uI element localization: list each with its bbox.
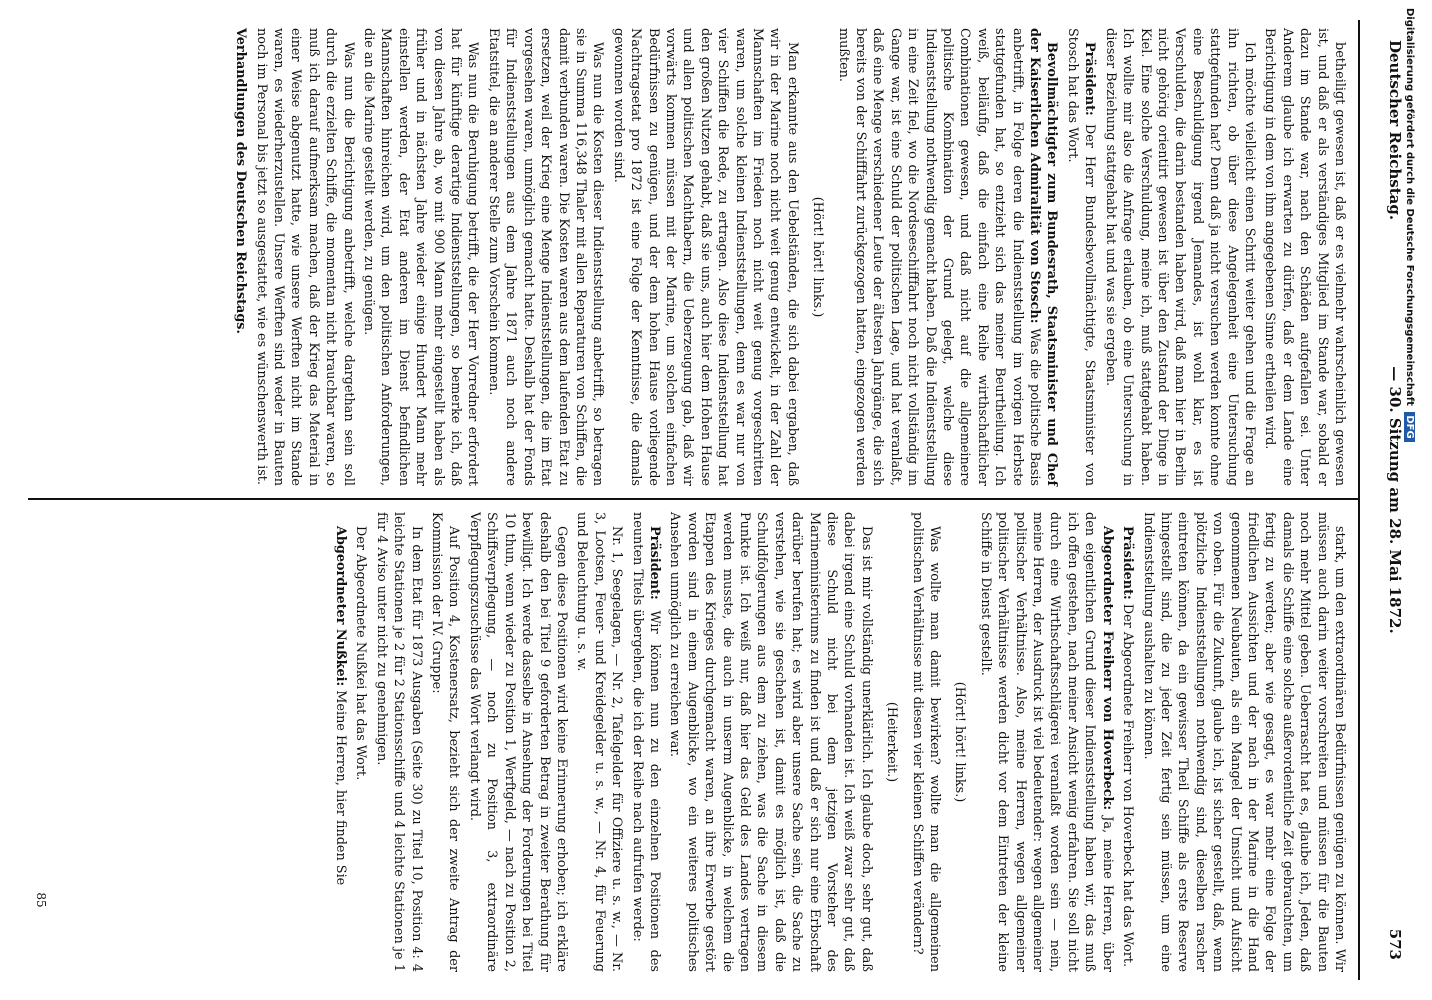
paragraph bbox=[666, 512, 875, 972]
interjection bbox=[883, 512, 900, 972]
paragraph-text: Was die politische Basis anbetrifft, in Folge deren die Indienststellung im vorigen Herbste stattgefunden hat, so entzieht sich das meiner Beurtheilung. Ich weiß, beiläufig, daß die einfach eine Reihe wirthschaftlicher Combinationen gewesen, und daß nicht auf die allgemeinere politische Kombination der Grund gelegt, welche diese Indienststellung nothwendig gemacht haben. Daß die Indienststellung in eine Zeit fiel, wo die Nordseeschifffahrt noch nicht vollständig im Gange war, ist eine Schuld der politischen Lage, und hat veranlaßt, daß eine Menge verschiedener Leute der ältesten Jahrgänge, die sich bereits von der Schifffahrt zurückgezogen hatten, eingezogen werden mußten. bbox=[835, 28, 1043, 486]
header-left: Deutscher Reichstag. bbox=[1386, 40, 1404, 221]
paragraph bbox=[485, 28, 607, 486]
paragraph-text: (Hört! hört! links.) bbox=[952, 681, 968, 803]
speech-paragraph bbox=[1119, 512, 1136, 972]
paragraph-text: Was nun die Berichtigung anbetrifft, welche dargethan sein soll durch die erzielten Schiffe, die momentan nicht brauchbar waren, so muß ich darauf aufmerksam machen, daß der Krieg das Material in einer Weise abgenutzt hatte, wie unsere Werften nicht im Stande waren, es wiederherzustellen. Unsere Werften sind weder in Bauten noch im Personal bis jetzt so ausgestattet, wie es wünschenswerth ist. bbox=[253, 28, 356, 486]
speech-paragraph bbox=[332, 512, 349, 972]
dfg-credit bbox=[1404, 8, 1415, 442]
paragraph-text: Meine Herren, hier finden Sie bbox=[333, 690, 349, 886]
paragraph bbox=[1261, 28, 1348, 486]
paragraph-text: Was nun die Beruhigung betrifft, die der Herr Vorredner erfordert hat für künftige derartige Indienststellungen, so bemerke ich, daß von diesen Jahre ab, wo mit 900 Mann mehr eingestellt haben als früher und in nächsten Jahre wieder einige Hundert Mann mehr einstellen werden, der Etat anderen im Dienst befindlichen Mannschaften hinreichen wird, um den politischen Anforderungen, die an die Marine gestellt werden, zu genügen. bbox=[361, 28, 481, 486]
paragraph-text: Nr. 1, Seegelagen, — Nr. 2, Tafelgelder für Offiziere u. s. w., — Nr. 3, Lootsen, Feuer- und Kreidegelder u. s. w., — Nr. 4, für Feuerung und Beleuchtung u. s. w. bbox=[574, 512, 625, 972]
paragraph bbox=[372, 512, 424, 972]
interjection bbox=[809, 28, 826, 486]
paragraph-text: stark, um den extraordinären Bedürfnissen genügen zu können. Wir müssen auch darin weiter vorschreiten und müssen für die Bauten noch mehr Mittel geben. Ueberrascht hat es, glaube ich, Jeden, daß damals die Schiffe eine solche außerordentliche Zeit gebrauchten, um fertig zu werden; aber wie gesagt, es war mehr eine Folge der friedlichen Aussichten und der nach in der Marine in die Hand genommenen Neubauten, als ein Mangel der Umsicht und Aufsicht von oben. Für die Zukunft, glaube ich, ist sicher gestellt, daß, wenn plötzliche Indienststellungen nothwendig sind, dieselben rascher eintreten können, da ein gewisser Theil Schiffe als erste Reserve hingestellt sind, die zu jeder Zeit fertig sein müssen, um eine Indienststellung aushalten zu können. bbox=[1140, 512, 1347, 972]
paragraph-text: betheiligt gewesen ist, daß er es vielmehr wahrscheinlich gewesen ist, und daß er als verständiges Mitglied im Stande war, sobald er dazu im Stande war, nach den Schäden aufgefallen sei. Unter Anderem glaube ich erwarten zu dürfen, daß er dem Lande eine Berichtigung in dem von ihm angegebenen Sinne ertheilen wird. bbox=[1262, 28, 1347, 486]
speaker-name: Abgeordneter Freiherr von Hoverbeck: bbox=[1099, 526, 1115, 811]
header-rule bbox=[1358, 20, 1360, 980]
paragraph-text: Auf Position 4, Kostenersatz, bezieht sich der zweite Antrag der Kommission der IV. Gruppe: bbox=[429, 512, 462, 972]
paragraph-text: Was nun die Kosten dieser Indienststellung anbetrifft, so betragen sie in Summa 116,348 Thaler mit allen Reparaturen von Schiffen, die damit verbunden waren. Die Kosten waren aus dem laufenden Etat zu ersetzen, weil der Krieg eine Menge Indienststellungen, die im Etat vorgesehen waren, unmöglich gemacht hatte. Deshalb hat der Fonds für Indienststellungen aus dem Jahre 1871 auch noch andere Etatstitel, die an anderer Stelle zum Vorschein kommen. bbox=[485, 28, 606, 486]
paragraph-text: Wir können nun zu den einzelnen Positionen des neunten Titels übergehen, die ich der Reihe nach aufrufen werde: bbox=[629, 512, 662, 972]
paragraph bbox=[609, 28, 800, 486]
paragraph bbox=[352, 512, 369, 972]
paragraph-text: Gegen diese Positionen wird keine Erinnerung erhoben; ich erkläre deshalb den bei Titel 9 geforderten Betrag in zweiter Berathung für bewilligt. Ich werde dasselbe in Ansehung der Forderungen bei Titel 10 thun, wenn wieder zu Position 1, Werftgeld, — nach zu Position 2, Schiffsverpflegung, — noch zu Position 3, extraordinäre Verpflegungszuschüsse das Wort verlangt wird. bbox=[466, 512, 569, 972]
left-column bbox=[28, 28, 1348, 486]
interjection bbox=[951, 512, 968, 972]
right-column bbox=[48, 512, 1348, 972]
paragraph-text: Was wollte man damit bewirken? wollte man die allgemeinen politischen Verhältnisse mit diesen vier kleinen Schiffen verändern? bbox=[909, 512, 943, 972]
speech-paragraph bbox=[834, 28, 1060, 486]
paragraph-text: Ich möchte vielleicht einen Schritt weiter gehen und die Frage an ihn richten, ob über diese Angelegenheit eine Untersuchung stattgefunden hat? Denn daß ja nicht versuchen werden konnte ohne eine Beschuldigung irgend Jemandes, ist wohl klar, es ist Verschulden, die darin bestanden haben wird, daß man hier in Berlin nicht gehörig orientirt gewesen ist über den Zustand der Dinge in Kiel. Eine solche Verschuldung, meine ich, muß stattgehabt haben. Ich wollte mir also die Anfrage erlauben, ob eine Untersuchung in dieser Beziehung stattgehabt hat und was sie ergeben. bbox=[1102, 28, 1257, 486]
speaker-name: Präsident: bbox=[1082, 42, 1098, 116]
header-center: — 30. Sitzung am 28. Mai 1872. bbox=[1386, 366, 1404, 634]
paragraph bbox=[252, 28, 356, 486]
speech-paragraph bbox=[1064, 28, 1099, 486]
paragraph bbox=[428, 512, 463, 972]
paragraph bbox=[573, 512, 625, 972]
paragraph-text: Man erkannte aus den Uebelständen, die sich dabei ergaben, daß wir in der Marine noch nicht weit genug entwickelt, in der Zahl der Mannschaften im Frieden noch nicht weit genug vorgeschritten waren, um solche kleinen Indienststellungen, denn es war nur von vier Schiffen die Rede, zu ertragen. Also diese Indienststellung hat den großen Nutzen gehabt, daß sie uns, auch hier dem Hohen Hause und allen politischen Machthabern, die Ueberzeugung gab, daß wir vorwärts kommen müssen mit der Marine, um solchen einfachen Bedürfnissen zu genügen, und der dem hohen Hause vorliegende Nachtragsetat pro 1872 ist eine Folge der Kenntnisse, die damals gewonnen worden sind. bbox=[610, 28, 800, 486]
paragraph bbox=[1139, 512, 1348, 972]
speaker-name: Abgeordneter Nußkei: bbox=[333, 526, 349, 687]
dfg-credit-text: Digitalisierung gefördert durch die Deutsche Forschungsgemeinschaft bbox=[1404, 8, 1415, 406]
speech-paragraph bbox=[976, 512, 1115, 972]
paragraph-text: Der Abgeordnete Freiherr von Hoverbeck hat das Wort. bbox=[1120, 603, 1136, 968]
paragraph-text: (Heiterkeit.) bbox=[884, 701, 900, 783]
speaker-name: Bevollmächtigter zum Bundesrath, Staatsminister und Chef der Kaiserlichen Admiralität von Stosch: bbox=[1027, 28, 1060, 486]
journal-title-line: Verhandlungen des Deutschen Reichstags. bbox=[233, 28, 249, 334]
column-divider bbox=[28, 498, 1358, 500]
speaker-name: Präsident: bbox=[646, 526, 662, 600]
signature-mark: 85 bbox=[34, 892, 48, 908]
paragraph-text: Ja, meine Herren, über den eigentlichen Grund dieser Indienststellung haben wir, das muß ich offen gestehen, nach meiner Ansicht wenig erfahren. Sie soll nicht durch eine Wirthschaftsschlägerei veranlaßt worden sein — nein, meine Herren, der Ausdruck ist viel bedeutender: wegen allgemeiner politischer Verhältnisse. Also, meine Herren, wegen allgemeiner politischer Verhältnisse werden dicht vor dem Eintreten der kleine Schiffe in Dienst gestellt. bbox=[977, 512, 1115, 972]
paragraph-text: Der Abgeordnete Nußkei hat das Wort. bbox=[353, 526, 369, 781]
paragraph bbox=[360, 28, 482, 486]
page-header bbox=[1364, 40, 1424, 960]
paragraph-text: Der Herr Bundesbevollmächtigte, Staatsminister von Stosch hat das Wort. bbox=[1064, 28, 1098, 486]
dfg-logo: DFG bbox=[1404, 412, 1415, 441]
paragraph bbox=[908, 512, 943, 972]
speech-paragraph bbox=[628, 512, 663, 972]
paragraph-text: In dem Etat für 1873 Ausgaben (Seite 30) zu Titel 10, Position 4: 4 leichte Stationen je 2 für 2 Stationsschiffe und 4 leichte Stationen je 1 für 4 Aviso unter nicht zu genehmigen. bbox=[373, 512, 424, 972]
paragraph-text: Das ist mir vollständig unerklärlich. Ich glaube doch, sehr gut, daß dabei irgend eine Schuld vorhanden ist. Ich weiß zwar sehr gut, daß diese Schuld nicht bei dem jetzigen Vorsteher des Marineministeriums zu finden ist und daß er sich nur eine Erbschaft darüber berufen hat; es wird aber unsere Sache sein, die Sache zu verstehen, wie sie geschehen ist, damit es möglich ist, daß die Schuldfolgerungen aus dem zu ziehen, was die Sache in diesem Punkte ist. Ich weiß nur, daß hier das Geld des Landes vertragen werden musste, die auch in unserm Augenblicke, in welchem die Etappen des Krieges durchgemacht waren, an ihre Erwerbe gestört worden sind in einem Augenblicke, wo ein weiteres politisches Ansehen unmöglich zu erreichen war. bbox=[667, 512, 874, 972]
paragraph bbox=[1101, 28, 1258, 486]
speaker-name: Präsident: bbox=[1120, 526, 1136, 600]
page-number: 573 bbox=[1386, 928, 1404, 960]
paragraph-text: (Hört! hört! links.) bbox=[810, 196, 826, 318]
paragraph bbox=[466, 512, 570, 972]
